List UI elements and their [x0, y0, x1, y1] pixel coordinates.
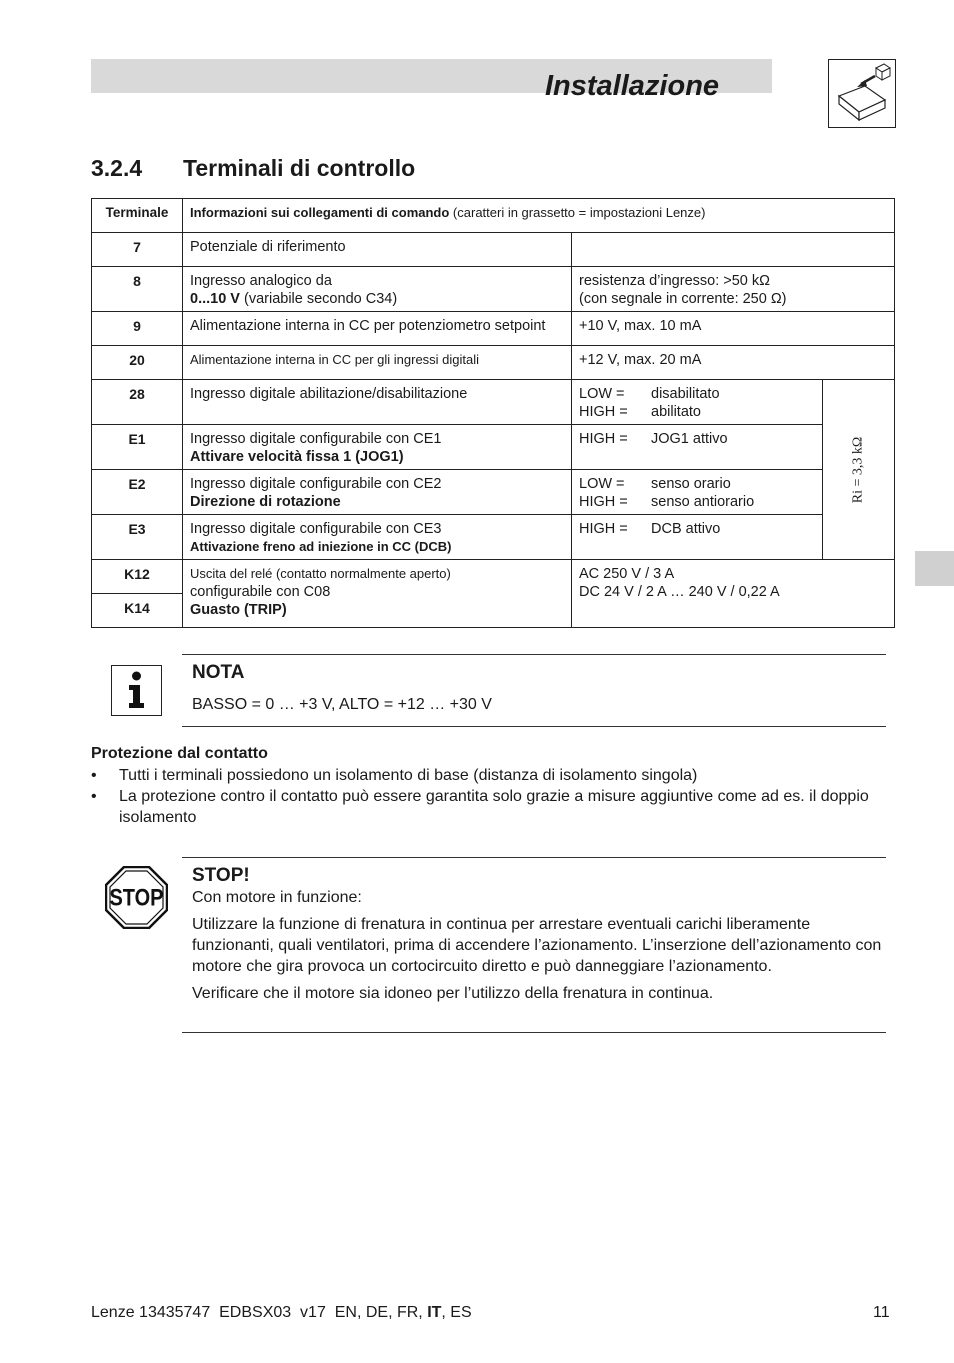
terminal-value — [572, 515, 823, 560]
stop-bottom-rule — [182, 1032, 886, 1033]
terminal-desc — [183, 515, 572, 560]
list-item-text: La protezione contro il contatto può essere garantita solo grazie a misure aggiuntive come ad es. il doppio isolamento — [119, 788, 869, 826]
desc-line: Ingresso digitale configurabile con CE2 — [190, 476, 442, 492]
stop-title: STOP! — [192, 865, 250, 886]
stop-sign-text: STOP — [109, 883, 164, 912]
terminal-id: 20 — [92, 346, 183, 380]
note-bottom-rule — [182, 726, 886, 727]
table-row — [92, 425, 895, 470]
level-key: HIGH = — [579, 494, 628, 510]
note-top-rule — [182, 654, 886, 655]
level-value: disabilitato — [651, 386, 720, 402]
page-header-title: Installazione — [545, 70, 720, 102]
footer-text: , ES — [441, 1304, 472, 1321]
desc-bold: Direzione di rotazione — [190, 494, 341, 510]
table-row — [92, 515, 895, 560]
table-row — [92, 560, 895, 594]
list-item-text: Tutti i terminali possiedono un isolamento di base (distanza di isolamento singola) — [119, 767, 698, 784]
footer-lang-current: IT — [427, 1304, 442, 1321]
desc-line: configurabile con C08 — [190, 584, 331, 600]
value-line: resistenza d’ingresso: >50 kΩ — [579, 273, 770, 289]
desc-bold: 0...10 V — [190, 291, 240, 307]
list-item — [91, 786, 871, 828]
input-resistance: Ri = 3,3 kΩ — [850, 436, 866, 504]
value-line: (con segnale in corrente: 250 Ω) — [579, 291, 787, 307]
terminal-value — [572, 380, 823, 425]
level-value: senso orario — [651, 476, 731, 492]
section-number: 3.2.4 — [91, 155, 143, 181]
table-row — [92, 380, 895, 425]
terminal-value — [572, 470, 823, 515]
desc-line: Uscita del relé (contatto normalmente aperto) — [190, 566, 451, 581]
page-number: 11 — [873, 1304, 890, 1321]
terminal-id: E2 — [92, 470, 183, 515]
stop-paragraph: Utilizzare la funzione di frenatura in continua per arrestare eventuali carichi liberamente funzionanti, quali ventilatori, prima di accendere l’azionamento. L’inserzione dell’azionamento con motore che gira provoca un cortocircuito diretto e può danneggiare l’azionamento. — [192, 916, 882, 975]
desc-line: Ingresso digitale configurabile con CE1 — [190, 431, 442, 447]
desc-bold: Attivare velocità fissa 1 (JOG1) — [190, 449, 404, 465]
note-body: BASSO = 0 … +3 V, ALTO = +12 … +30 V — [192, 696, 492, 713]
header-info-bold: Informazioni sui collegamenti di comando — [190, 205, 450, 220]
terminal-value — [572, 560, 895, 628]
value-line: AC 250 V / 3 A — [579, 566, 675, 582]
level-key: HIGH = — [579, 521, 628, 537]
list-item — [91, 765, 871, 786]
header-info — [183, 199, 895, 233]
desc-rest: (variabile secondo C34) — [239, 291, 398, 307]
footer-doc-info — [91, 1304, 472, 1322]
terminal-id: 28 — [92, 380, 183, 425]
chapter-tab — [915, 551, 954, 586]
table-row — [92, 233, 895, 267]
header-info-note: (caratteri in grassetto = impostazioni Lenze) — [449, 205, 706, 220]
desc-line: Ingresso digitale configurabile con CE3 — [190, 521, 442, 537]
terminal-desc — [183, 470, 572, 515]
input-resistance-cell — [823, 380, 895, 560]
table-row — [92, 470, 895, 515]
protection-title: Protezione dal contatto — [91, 745, 268, 762]
terminal-value — [572, 425, 823, 470]
terminal-id: 9 — [92, 312, 183, 346]
terminal-desc: Alimentazione interna in CC per gli ingressi digitali — [183, 346, 572, 380]
table-row — [92, 346, 895, 380]
section-heading — [91, 155, 415, 182]
level-key: LOW = — [579, 476, 625, 492]
stop-paragraph: Con motore in funzione: — [192, 889, 362, 906]
info-icon — [111, 665, 162, 716]
stop-top-rule — [182, 857, 886, 858]
terminal-id: K12 — [92, 560, 183, 594]
terminal-desc: Ingresso digitale abilitazione/disabilitazione — [183, 380, 572, 425]
section-title: Terminali di controllo — [183, 155, 416, 181]
level-value: DCB attivo — [651, 521, 721, 537]
bullet: • — [91, 767, 97, 784]
terminal-desc — [183, 425, 572, 470]
note-title: NOTA — [192, 662, 245, 683]
table-header-row — [92, 199, 895, 233]
terminal-id: 7 — [92, 233, 183, 267]
protection-list — [91, 765, 871, 828]
desc-line — [190, 290, 564, 308]
desc-line: Ingresso analogico da — [190, 273, 332, 289]
level-key: LOW = — [579, 386, 625, 402]
level-value: senso antiorario — [651, 494, 755, 510]
table-row — [92, 267, 895, 312]
table-row — [92, 312, 895, 346]
level-value: JOG1 attivo — [651, 431, 728, 447]
level-key: HIGH = — [579, 431, 628, 447]
value-line: DC 24 V / 2 A … 240 V / 0,22 A — [579, 584, 780, 600]
control-terminals-table — [91, 198, 895, 628]
level-value: abilitato — [651, 404, 701, 420]
stop-sign-icon — [105, 866, 168, 929]
terminal-id: E1 — [92, 425, 183, 470]
terminal-desc — [183, 267, 572, 312]
terminal-desc: Alimentazione interna in CC per potenziometro setpoint — [183, 312, 572, 346]
terminal-value: +12 V, max. 20 mA — [572, 346, 895, 380]
terminal-id: 8 — [92, 267, 183, 312]
bullet: • — [91, 788, 97, 805]
stop-paragraph: Verificare che il motore sia idoneo per l’utilizzo della frenatura in continua. — [192, 985, 714, 1002]
installation-box-icon — [828, 59, 896, 128]
level-key: HIGH = — [579, 404, 628, 420]
terminal-value: +10 V, max. 10 mA — [572, 312, 895, 346]
header-terminal: Terminale — [92, 199, 183, 233]
stop-body — [192, 887, 882, 1010]
terminal-value — [572, 267, 895, 312]
terminal-value — [572, 233, 895, 267]
terminal-id: K14 — [92, 594, 183, 628]
footer-text: Lenze 13435747 EDBSX03 v17 EN, DE, FR, — [91, 1304, 428, 1321]
terminal-id: E3 — [92, 515, 183, 560]
terminal-desc: Potenziale di riferimento — [183, 233, 572, 267]
desc-bold: Attivazione freno ad iniezione in CC (DCB) — [190, 539, 452, 554]
desc-bold: Guasto (TRIP) — [190, 602, 287, 618]
terminal-desc — [183, 560, 572, 628]
